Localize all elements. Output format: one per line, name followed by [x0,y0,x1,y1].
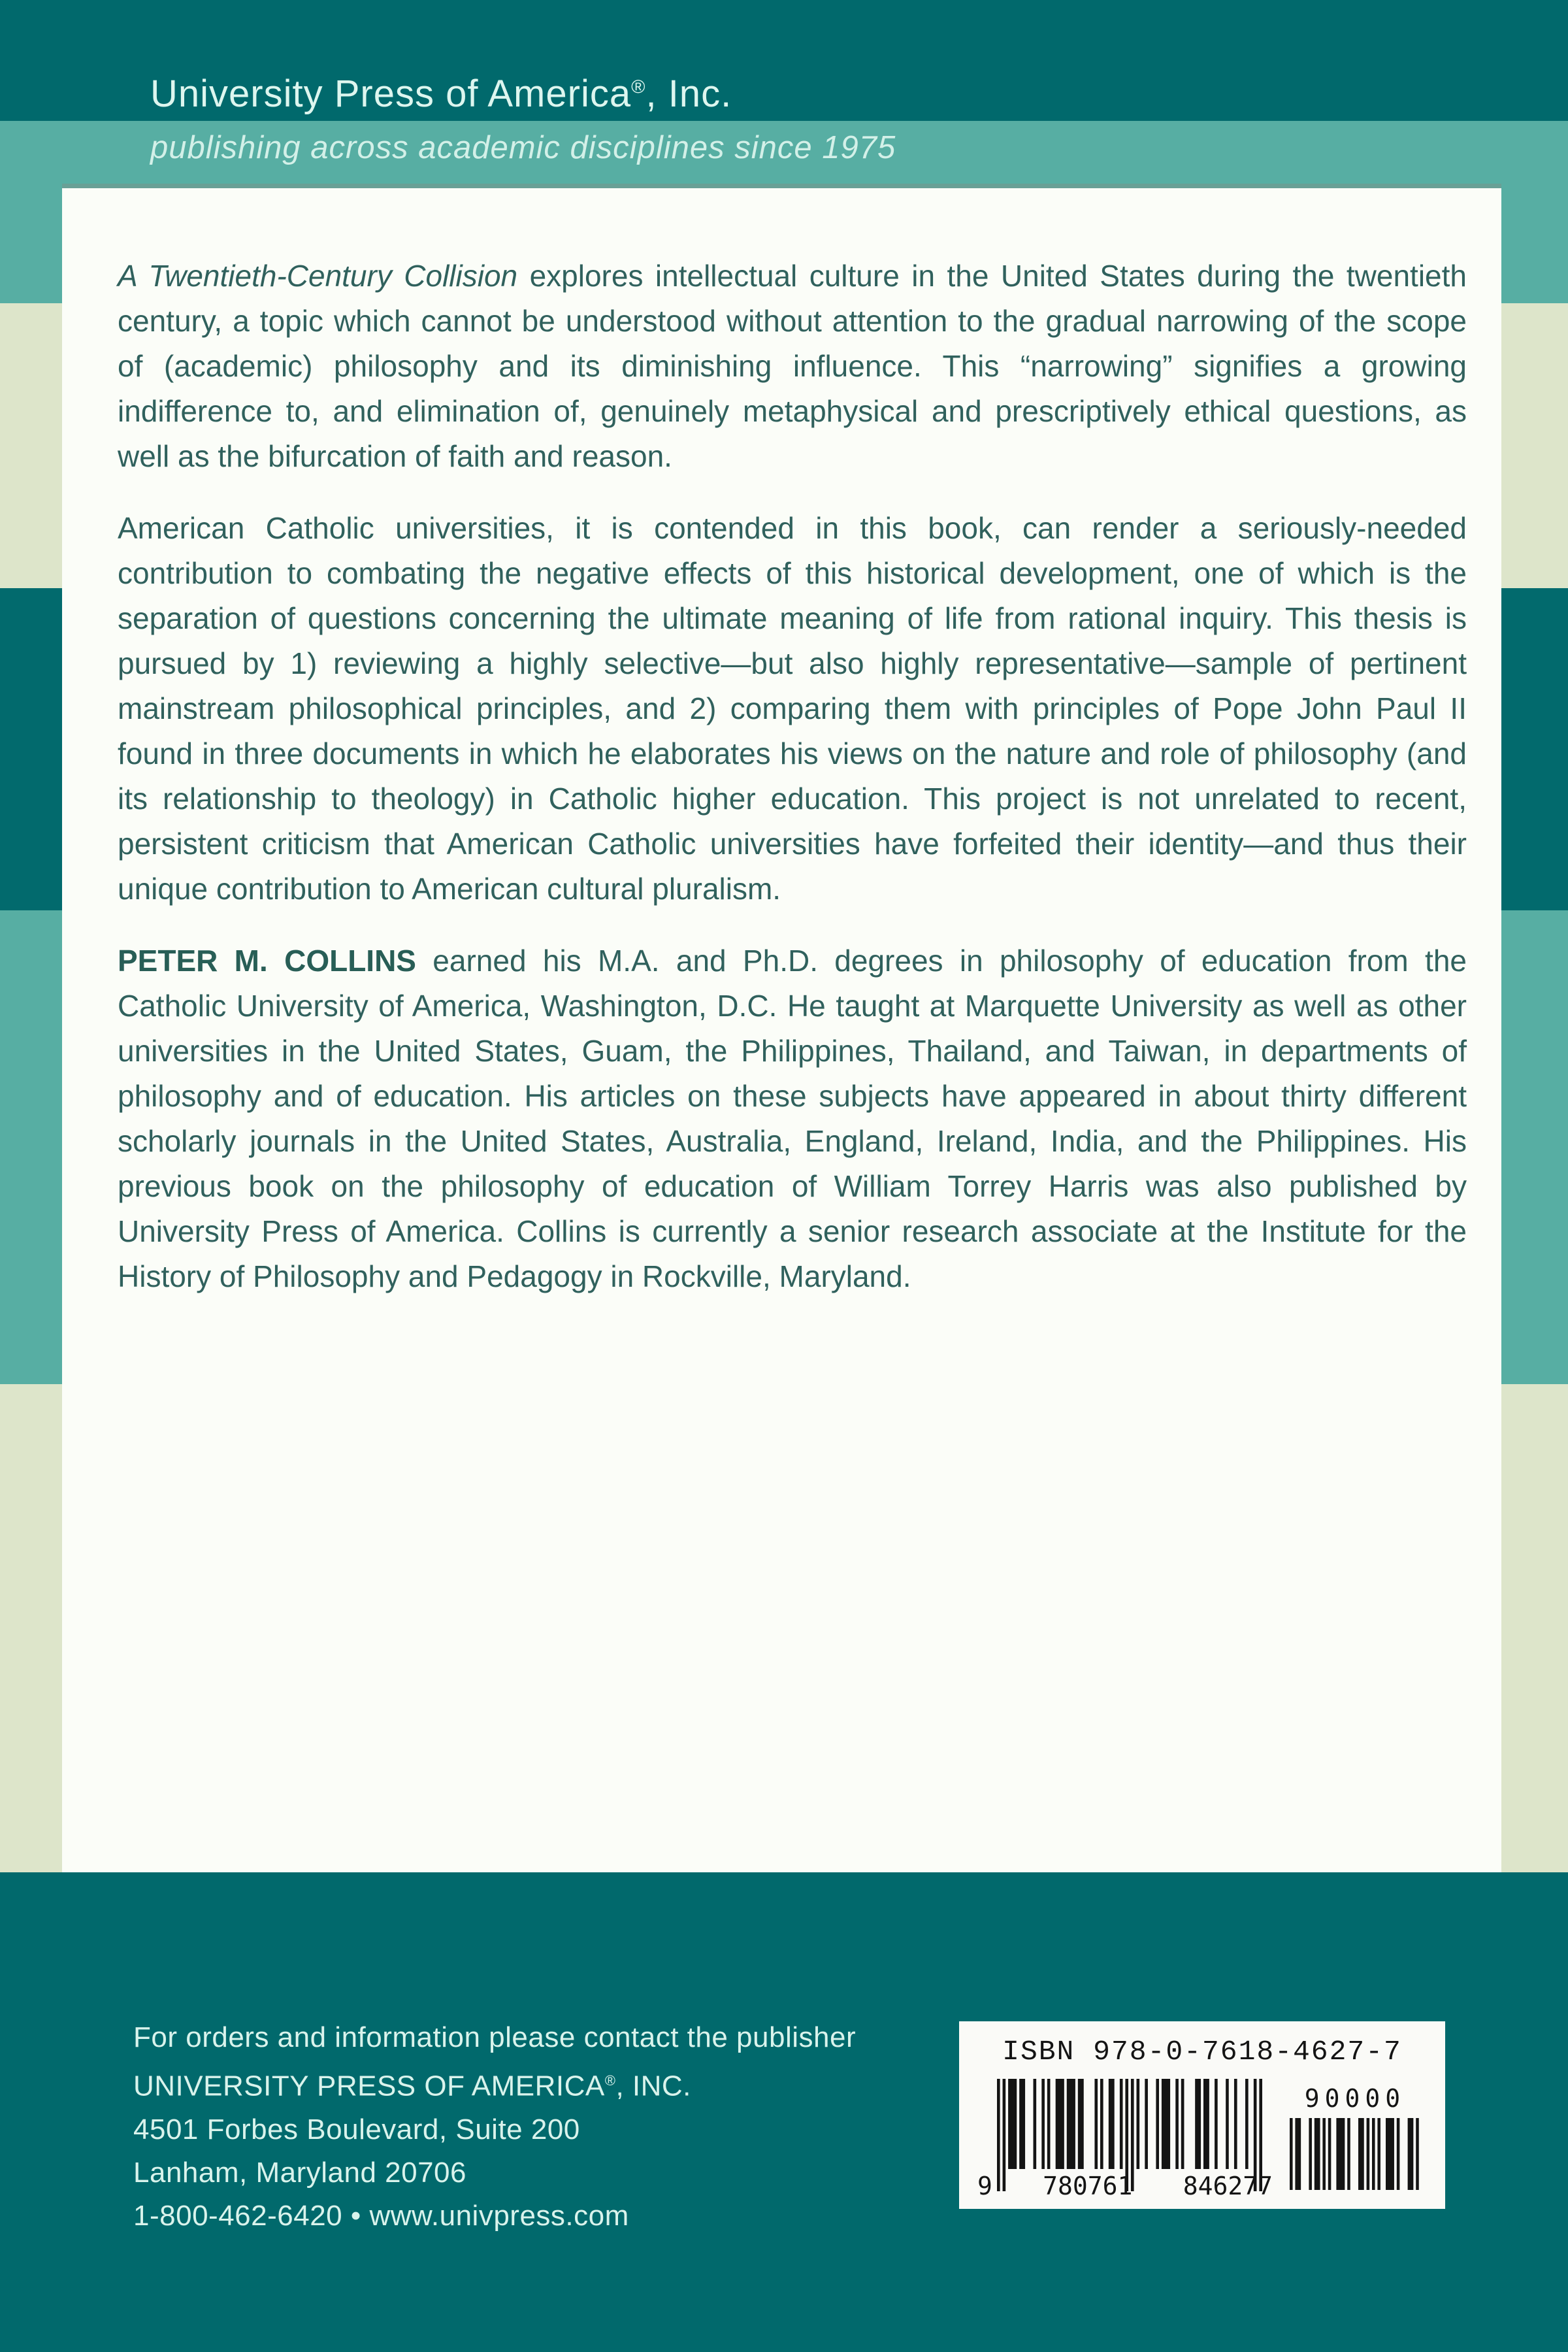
synopsis-paragraph-2: American Catholic universities, it is contended in this book, can render a seriously-needed contribution to combating the negative effects of this historical development, one of which is the separation of questions concerning the ultimate meaning of life from rational inquiry. This thesis is pursued by 1) reviewing a highly selective—but also highly representative—sample of pertinent mainstream philosophical principles, and 2) comparing them with principles of Pope John Paul II found in three documents in which he elaborates his views on the nature and role of philosophy (and its relationship to theology) in Catholic higher education. This project is not unrelated to recent, persistent criticism that American Catholic universities have forfeited their identity—and thus their unique contribution to American cultural pluralism. [118,511,1467,906]
ean13-digits [977,2172,1273,2200]
phone-and-website: 1-800-462-6420 • www.univpress.com [133,2199,629,2232]
footer-publisher-name: UNIVERSITY PRESS OF AMERICA [133,2070,605,2102]
author-bio-paragraph [118,938,1467,1299]
contact-line: For orders and information please contact the publisher [133,2021,857,2053]
isbn-barcode-box [959,2021,1445,2209]
ean13-barcode [977,2079,1273,2203]
supplement-price-code: 90000 [1304,2084,1406,2113]
ean-left-group: 780761 [1043,2172,1133,2200]
synopsis-paragraph-1 [118,254,1467,479]
ean5-bars [1290,2118,1419,2190]
footer-publisher-suffix: , INC. [615,2070,691,2102]
publisher-tagline: publishing across academic disciplines since 1975 [150,130,896,165]
ean5-supplement-barcode [1290,2084,1420,2193]
book-title: A Twentieth-Century Collision [118,259,518,293]
back-cover-text-panel [62,188,1501,1872]
ean-first-digit: 9 [977,2172,992,2200]
registered-trademark-icon: ® [631,76,646,98]
publisher-suffix: , Inc. [645,73,732,115]
isbn-number-label: ISBN 978-0-7618-4627-7 [1002,2036,1402,2068]
author-name: PETER M. COLLINS [118,944,416,978]
address-line-2: Lanham, Maryland 20706 [133,2156,466,2189]
publisher-name-line [133,2059,856,2108]
synopsis-paragraph-1-text: explores intellectual culture in the United States during the twentieth century, a topic which cannot be understood without attention to the gradual narrowing of the scope of (academic) philosophy and its diminishing influence. This “narrowing” signifies a growing indifference to, and elimination of, genuinely metaphysical and prescriptively ethical questions, as well as the bifurcation of faith and reason. [118,259,1467,473]
publisher-name: University Press of America [150,73,632,115]
publisher-header [150,72,732,116]
publisher-contact-block [133,2016,856,2238]
ean-right-group: 846277 [1183,2172,1273,2200]
address-line-1: 4501 Forbes Boulevard, Suite 200 [133,2113,580,2145]
author-bio-text: earned his M.A. and Ph.D. degrees in philosophy of education from the Catholic University of America, Washington, D.C. He taught at Marquette University as well as other universities in the United States, Guam, the Philippines, Thailand, and Taiwan, in departments of philosophy and of education. His articles on these subjects have appeared in about thirty different scholarly journals in the United States, Australia, England, Ireland, India, and the Philippines. His previous book on the philosophy of education of William Torrey Harris was also published by University Press of America. Collins is currently a senior research associate at the Institute for the History of Philosophy and Pedagogy in Rockville, Maryland. [118,944,1467,1293]
registered-trademark-icon: ® [604,2072,616,2089]
